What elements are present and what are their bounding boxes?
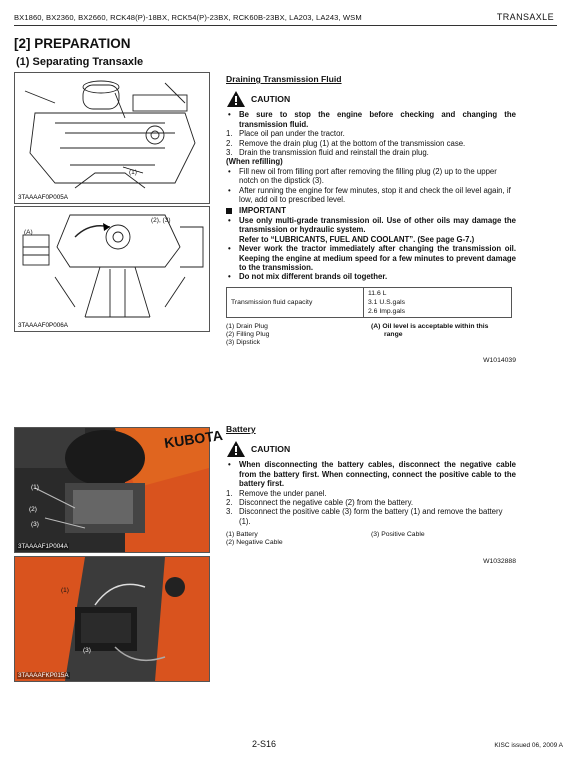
- draining-title: Draining Transmission Fluid: [226, 74, 342, 84]
- battery-title: Battery: [226, 424, 256, 434]
- header-divider: [14, 25, 557, 26]
- transmission-bottom-illustration: [15, 73, 209, 203]
- caution-bullet: • Be sure to stop the engine before checking and changing the transmission fluid.: [226, 110, 516, 129]
- header-section-name: TRANSAXLE: [496, 12, 554, 22]
- figure-callout: (3): [83, 647, 91, 654]
- page-number: 2-S16: [252, 739, 277, 749]
- legend-item: (3) Positive Cable: [371, 531, 425, 539]
- figure-transmission-bottom: [14, 72, 210, 204]
- figure-code: 3TAAAAFKP015A: [18, 672, 69, 679]
- tractor-battery-photo: [15, 426, 224, 552]
- step-item: 1. Place oil pan under the tractor.: [226, 129, 345, 139]
- battery-legend: [226, 531, 516, 547]
- section-heading: [2] PREPARATION: [14, 36, 131, 51]
- legend-item: (2) Negative Cable: [226, 539, 283, 547]
- figure-callout: (A): [24, 229, 33, 236]
- caution-heading: [226, 90, 516, 108]
- draining-section: [226, 75, 516, 366]
- spec-values: 11.6 L 3.1 U.S.gals 2.6 Imp.gals: [364, 287, 512, 317]
- legend-item: range: [384, 330, 403, 338]
- refilling-bullet: • After running the engine for few minutes, stop it and check the oil level again, if low, add oil to prescribed level.: [226, 186, 516, 205]
- refilling-bullet: • Fill new oil from filling port after removing the filling plug (2) up to the upper notch on the dipstick (3).: [226, 167, 516, 186]
- figure-callout: (1): [61, 587, 69, 594]
- caution-bullet: • When disconnecting the battery cables, disconnect the negative cable from the battery first. When connecting, connect the positive cable to the battery first.: [226, 460, 516, 488]
- important-bullet: • Use only multi-grade transmission oil. Use of other oils may damage the transmission or hydraulic system. Refer to “LUBRICANTS, FUEL AND COOLANT”. (See page G-7.): [226, 216, 516, 244]
- warning-triangle-icon: [226, 90, 246, 108]
- important-reference: Refer to “LUBRICANTS, FUEL AND COOLANT”. (See page G-7.): [239, 234, 475, 244]
- figure-callout: (2), (3): [151, 217, 171, 224]
- draining-legend: [226, 323, 516, 348]
- step-item: 3. Disconnect the positive cable (3) form the battery (1) and remove the battery (1).: [226, 507, 503, 526]
- legend-item: (1) Battery: [226, 531, 258, 539]
- draining-code: W1014039: [483, 357, 516, 365]
- legend-item: (A) Oil level is acceptable within this: [371, 322, 489, 330]
- important-bullet: • Do not mix different brands oil together.: [226, 272, 516, 281]
- figure-battery-cables: [14, 556, 210, 682]
- figure-code: 3TAAAAF0P006A: [18, 322, 68, 329]
- figure-callout: (2): [29, 506, 37, 513]
- battery-closeup-photo: [15, 557, 209, 681]
- caution-label: CAUTION: [251, 93, 291, 104]
- refilling-label: (When refilling): [226, 157, 283, 167]
- legend-item: (1) Drain Plug: [226, 322, 268, 330]
- spec-label: Transmission fluid capacity: [227, 287, 364, 317]
- figure-filling-plug: [14, 206, 210, 332]
- important-heading: IMPORTANT: [226, 206, 516, 215]
- figure-callout: (1): [129, 169, 137, 176]
- caution-label: CAUTION: [251, 443, 291, 454]
- publication-info: KISC issued 06, 2009 A: [494, 742, 563, 749]
- warning-triangle-icon: [226, 440, 246, 458]
- caution-heading: [226, 440, 516, 458]
- important-square-icon: [226, 208, 232, 214]
- figure-callout: (1): [31, 484, 39, 491]
- step-item: 1. Remove the under panel.: [226, 488, 327, 498]
- legend-item: (2) Filling Plug: [226, 330, 270, 338]
- important-bullet: • Never work the tractor immediately after changing the transmission oil. Keeping the engine at medium speed for a few minutes to prevent damage to the transmission.: [226, 244, 516, 272]
- figure-code: 3TAAAAF1P004A: [18, 543, 68, 550]
- subsection-heading: (1) Separating Transaxle: [16, 56, 144, 68]
- step-item: 2. Disconnect the negative cable (2) from the battery.: [226, 498, 414, 508]
- battery-code: W1032888: [483, 557, 516, 565]
- rear-hitch-illustration: [15, 207, 209, 331]
- figure-code: 3TAAAAF0P005A: [18, 194, 68, 201]
- battery-section: [226, 425, 516, 566]
- header-model-list: BX1860, BX2360, BX2660, RCK48(P)-18BX, RCK54(P)-23BX, RCK60B-23BX, LA203, LA243, WSM: [14, 13, 362, 22]
- legend-item: (3) Dipstick: [226, 339, 260, 347]
- step-item: 3. Drain the transmission fluid and reinstall the drain plug.: [226, 148, 429, 158]
- svg-text:KUBOTA: KUBOTA: [163, 426, 224, 451]
- figure-battery-location: [14, 426, 224, 553]
- figure-callout: (3): [31, 521, 39, 528]
- fluid-capacity-table: [226, 287, 512, 318]
- step-item: 2. Remove the drain plug (1) at the bottom of the transmission case.: [226, 138, 466, 148]
